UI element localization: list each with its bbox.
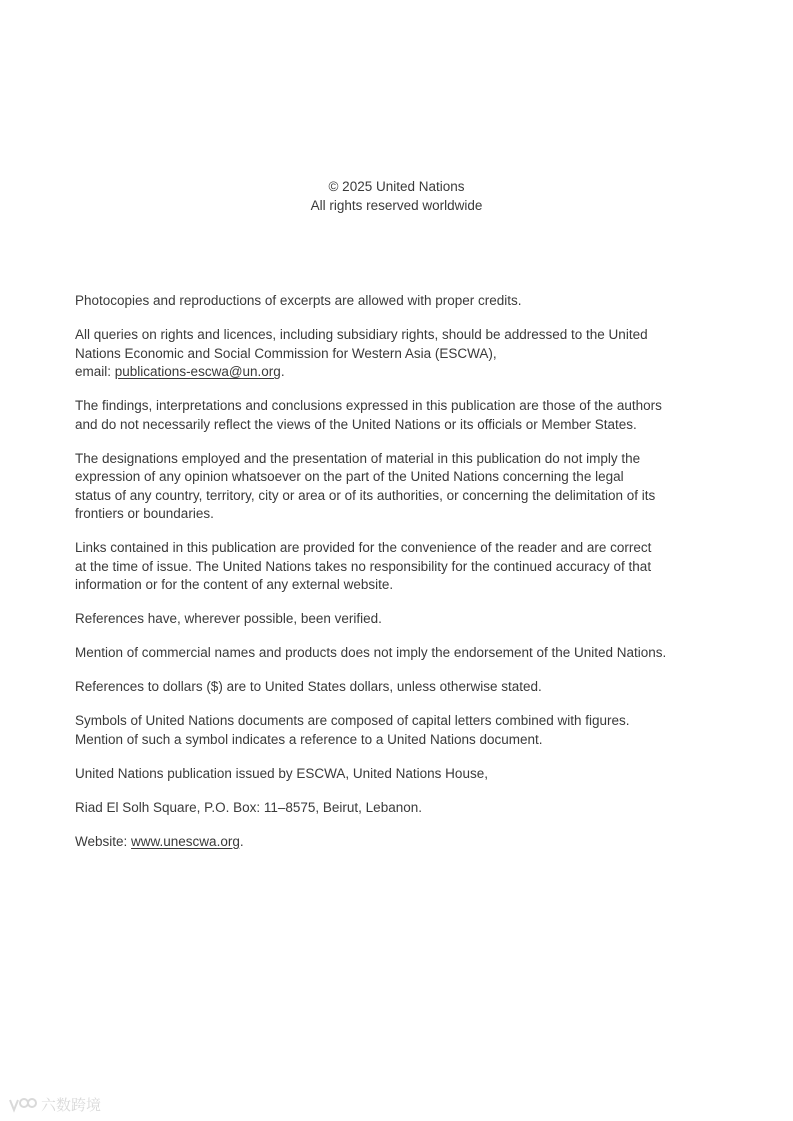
- credits-paragraph: [75, 292, 725, 311]
- text-line: The findings, interpretations and conclusions expressed in this publication are those of the authors: [75, 398, 662, 413]
- symbols-paragraph: [75, 712, 725, 749]
- website-link[interactable]: www.unescwa.org: [131, 833, 240, 849]
- watermark-logo-icon: [8, 1096, 38, 1114]
- text-line: frontiers or boundaries.: [75, 506, 214, 521]
- text-line: Riad El Solh Square, P.O. Box: 11–8575, Beirut, Lebanon.: [75, 799, 422, 815]
- text-line: Nations Economic and Social Commission for Western Asia (ESCWA),: [75, 345, 497, 361]
- punctuation: .: [239, 833, 244, 849]
- dollars-paragraph: [75, 678, 725, 697]
- text-line: The designations employed and the presentation of material in this publication do not imply the: [75, 450, 641, 466]
- email-link[interactable]: publications-escwa@un.org: [114, 364, 281, 379]
- links-paragraph: [75, 539, 725, 595]
- queries-paragraph: [75, 326, 725, 382]
- text-line: Symbols of United Nations documents are composed of capital letters combined with figures.: [75, 713, 630, 728]
- punctuation: .: [280, 364, 285, 379]
- commercial-names-paragraph: [75, 644, 725, 663]
- rights-line: All rights reserved worldwide: [310, 198, 483, 213]
- website-line: [75, 833, 725, 852]
- text-line: Mention of such a symbol indicates a reference to a United Nations document.: [75, 731, 543, 747]
- text-line: expression of any opinion whatsoever on the part of the United Nations concerning the legal: [75, 469, 624, 484]
- text-line: References have, wherever possible, been verified.: [75, 611, 382, 626]
- text-line: All queries on rights and licences, including subsidiary rights, should be addressed to the United: [75, 327, 648, 342]
- designations-paragraph: [75, 450, 725, 524]
- copyright-block: [0, 177, 793, 215]
- website-paragraph: [75, 833, 725, 852]
- legal-notice-body: [75, 292, 725, 867]
- email-label: email:: [75, 364, 115, 379]
- publisher-paragraph: [75, 765, 725, 784]
- text-line: References to dollars ($) are to United States dollars, unless otherwise stated.: [75, 679, 542, 694]
- website-label: Website:: [75, 833, 132, 849]
- watermark: [8, 1094, 101, 1115]
- text-line: information or for the content of any external website.: [75, 577, 394, 592]
- text-line: Links contained in this publication are provided for the convenience of the reader and are correct: [75, 540, 652, 555]
- text-line: status of any country, territory, city or area or of its authorities, or concerning the delimitation of its: [75, 487, 656, 503]
- text-line: United Nations publication issued by ESCWA, United Nations House,: [75, 765, 488, 781]
- text-line: and do not necessarily reflect the views of the United Nations or its officials or Member States.: [75, 416, 637, 432]
- text-line: Photocopies and reproductions of excerpts are allowed with proper credits.: [75, 293, 522, 308]
- references-paragraph: [75, 610, 725, 629]
- findings-paragraph: [75, 397, 725, 434]
- text-line: at the time of issue. The United Nations takes no responsibility for the continued accuracy of that: [75, 558, 652, 574]
- watermark-text: 六数跨境: [41, 1096, 102, 1114]
- text-line: Mention of commercial names and products does not imply the endorsement of the United Nations.: [75, 645, 667, 660]
- copyright-line: © 2025 United Nations: [328, 179, 465, 194]
- email-line: [75, 363, 725, 382]
- address-paragraph: [75, 799, 725, 818]
